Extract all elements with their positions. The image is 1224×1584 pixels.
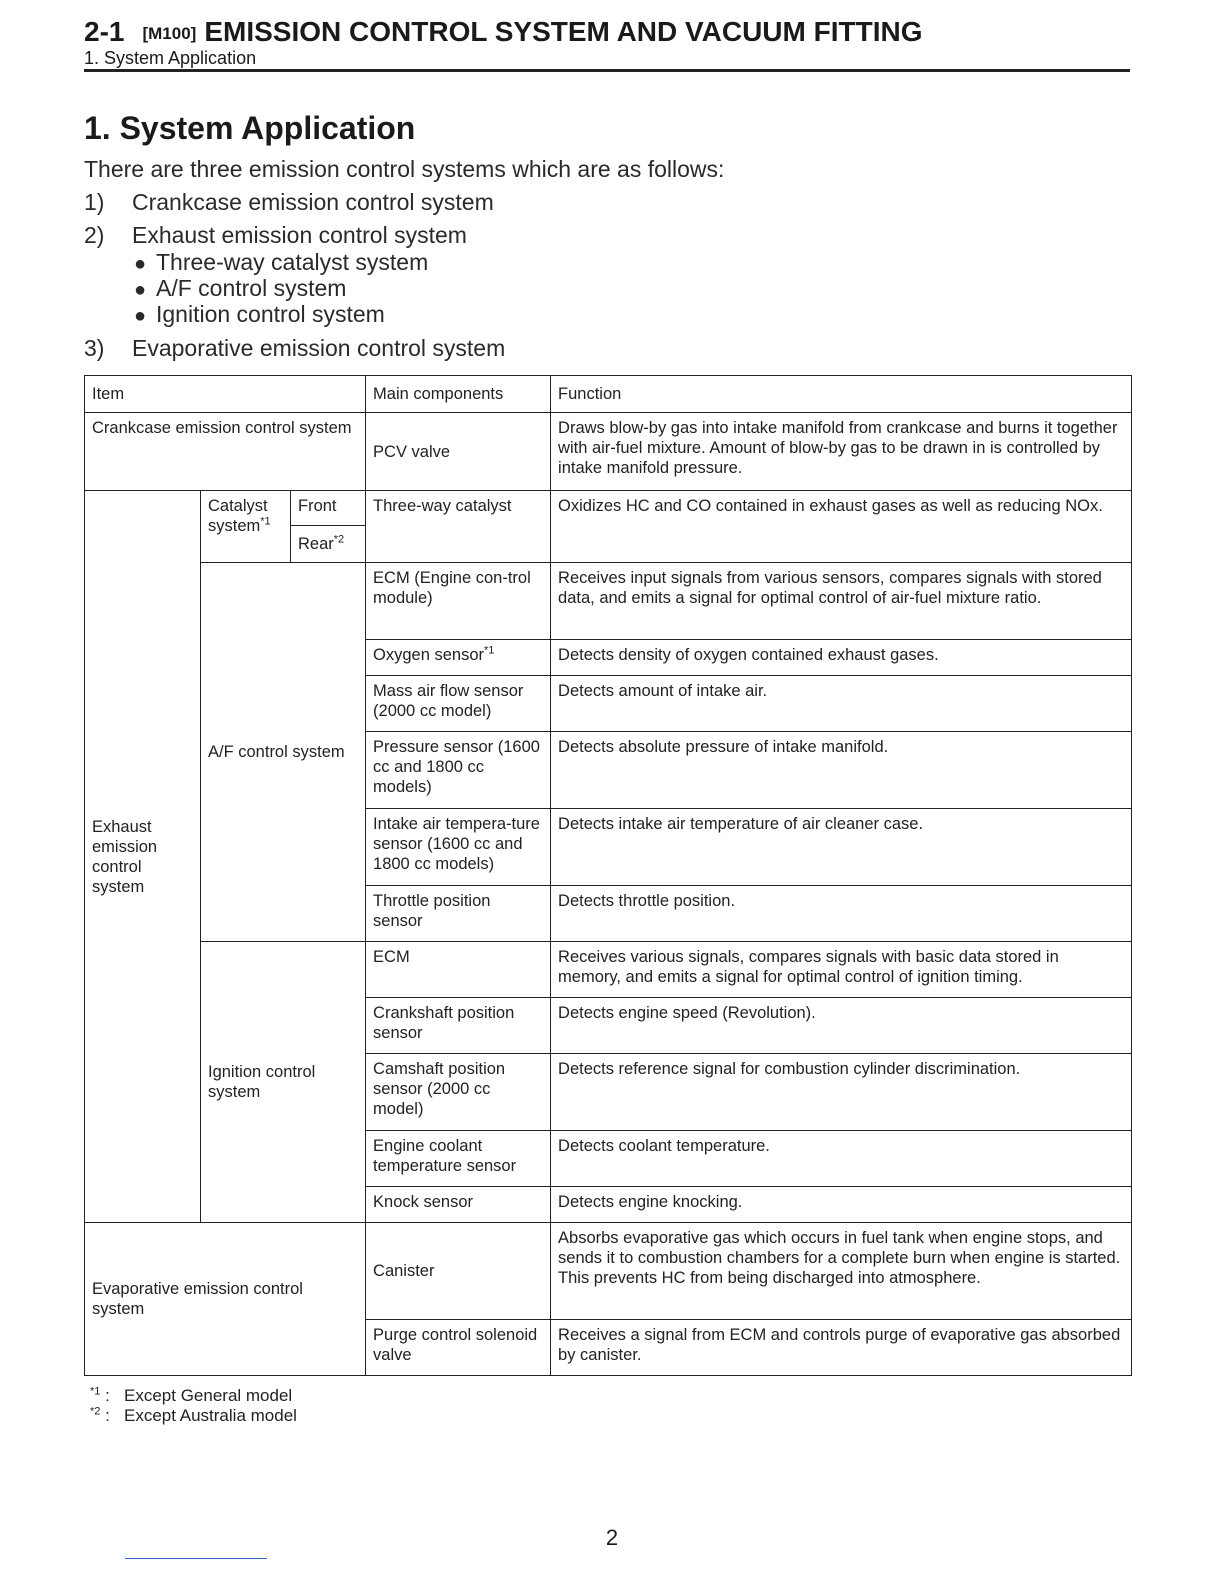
header-divider <box>84 69 1130 72</box>
scan-mark <box>125 1558 267 1559</box>
table-row <box>85 563 1132 640</box>
function-cell: Receives various signals, compares signals with basic data stored in memory, and emits a signal for optimal control of ignition timing. <box>551 942 1132 998</box>
header-title-line <box>84 16 1130 50</box>
component-cell: Crankshaft position sensor <box>366 998 551 1054</box>
footnote: $^{*1}$ : Except General model <box>90 1385 293 1405</box>
function-cell: Oxidizes HC and CO contained in exhaust gases as well as reducing NOx. <box>551 491 1132 563</box>
component-cell: Purge control solenoid valve <box>366 1320 551 1376</box>
component-cell: Three-way catalyst <box>366 491 551 563</box>
header-subtitle: 1. System Application <box>84 48 257 68</box>
catalyst-label: Catalyst system$^{*1}$ <box>201 491 291 563</box>
intro-text: There are three emission control systems which are as follows: <box>84 156 725 182</box>
bullet-item: ● Three-way catalyst system <box>134 249 429 275</box>
component-cell: ECM <box>366 942 551 998</box>
table-row <box>85 1223 1132 1320</box>
function-cell: Detects coolant temperature. <box>551 1131 1132 1187</box>
component-cell: Throttle position sensor <box>366 886 551 942</box>
system-table <box>84 375 1131 1376</box>
function-cell: Draws blow-by gas into intake manifold from crankcase and burns it together with air-fuel mixture. Amount of blow-by gas to be drawn in is controlled by intake manifold pressure. <box>551 413 1132 491</box>
component-cell: ECM (Engine con-trol module) <box>366 563 551 640</box>
list-item: 2) Exhaust emission control system <box>84 222 467 248</box>
crankcase-item: Crankcase emission control system <box>85 413 366 491</box>
catalyst-front: Front <box>291 491 366 526</box>
header-item: Item <box>85 376 366 413</box>
page-header <box>84 16 1130 68</box>
function-cell: Detects engine speed (Revolution). <box>551 998 1132 1054</box>
bullet-item: ● Ignition control system <box>134 301 385 327</box>
page-number: 2 <box>605 1525 619 1550</box>
footnote: $^{*2}$ : Except Australia model <box>90 1405 297 1425</box>
component-cell: Camshaft position sensor (2000 cc model) <box>366 1054 551 1131</box>
bullet-item: ● A/F control system <box>134 275 347 301</box>
page-title: 1. System Application <box>84 110 416 146</box>
component-cell: Intake air tempera-ture sensor (1600 cc and 1800 cc models) <box>366 809 551 886</box>
function-cell: Detects engine knocking. <box>551 1187 1132 1223</box>
table-row <box>85 413 1132 491</box>
function-cell: Detects density of oxygen contained exhaust gases. <box>551 640 1132 676</box>
function-cell: Detects amount of intake air. <box>551 676 1132 732</box>
list-item: 1) Crankcase emission control system <box>84 189 494 215</box>
function-cell: Receives a signal from ECM and controls purge of evaporative gas absorbed by canister. <box>551 1320 1132 1376</box>
exhaust-item: Exhaust emission control system <box>85 491 201 1223</box>
header-function: Function <box>551 376 1132 413</box>
catalyst-rear: Rear$^{*2}$ <box>291 526 366 563</box>
function-cell: Detects absolute pressure of intake manifold. <box>551 732 1132 809</box>
section-number: 2-1 <box>84 16 125 47</box>
function-cell: Receives input signals from various sensors, compares signals with stored data, and emits a signal for optimal control of air-fuel mixture ratio. <box>551 563 1132 640</box>
table-row <box>85 942 1132 998</box>
component-cell: Mass air flow sensor (2000 cc model) <box>366 676 551 732</box>
evaporative-item: Evaporative emission control system <box>85 1223 366 1376</box>
function-cell: Detects reference signal for combustion cylinder discrimination. <box>551 1054 1132 1131</box>
function-cell: Detects throttle position. <box>551 886 1132 942</box>
header-components: Main components <box>366 376 551 413</box>
component-cell: Pressure sensor (1600 cc and 1800 cc models) <box>366 732 551 809</box>
model-code: [M100] <box>142 24 197 43</box>
component-cell: Knock sensor <box>366 1187 551 1223</box>
af-control-label: A/F control system <box>201 563 366 942</box>
function-cell: Absorbs evaporative gas which occurs in fuel tank when engine stops, and sends it to combustion chambers for a complete burn when engine is started. This prevents HC from being discharged into atmosphere. <box>551 1223 1132 1320</box>
function-cell: Detects intake air temperature of air cleaner case. <box>551 809 1132 886</box>
footnotes <box>90 1386 297 1426</box>
ignition-control-label: Ignition control system <box>201 942 366 1223</box>
component-cell: PCV valve <box>366 413 551 491</box>
list-item: 3) Evaporative emission control system <box>84 335 506 361</box>
component-cell: Canister <box>366 1223 551 1320</box>
table-row <box>85 491 1132 526</box>
component-cell: Engine coolant temperature sensor <box>366 1131 551 1187</box>
table-header-row <box>85 376 1132 413</box>
section-title: EMISSION CONTROL SYSTEM AND VACUUM FITTING <box>204 16 923 47</box>
component-cell: Oxygen sensor$^{*1}$ <box>366 640 551 676</box>
